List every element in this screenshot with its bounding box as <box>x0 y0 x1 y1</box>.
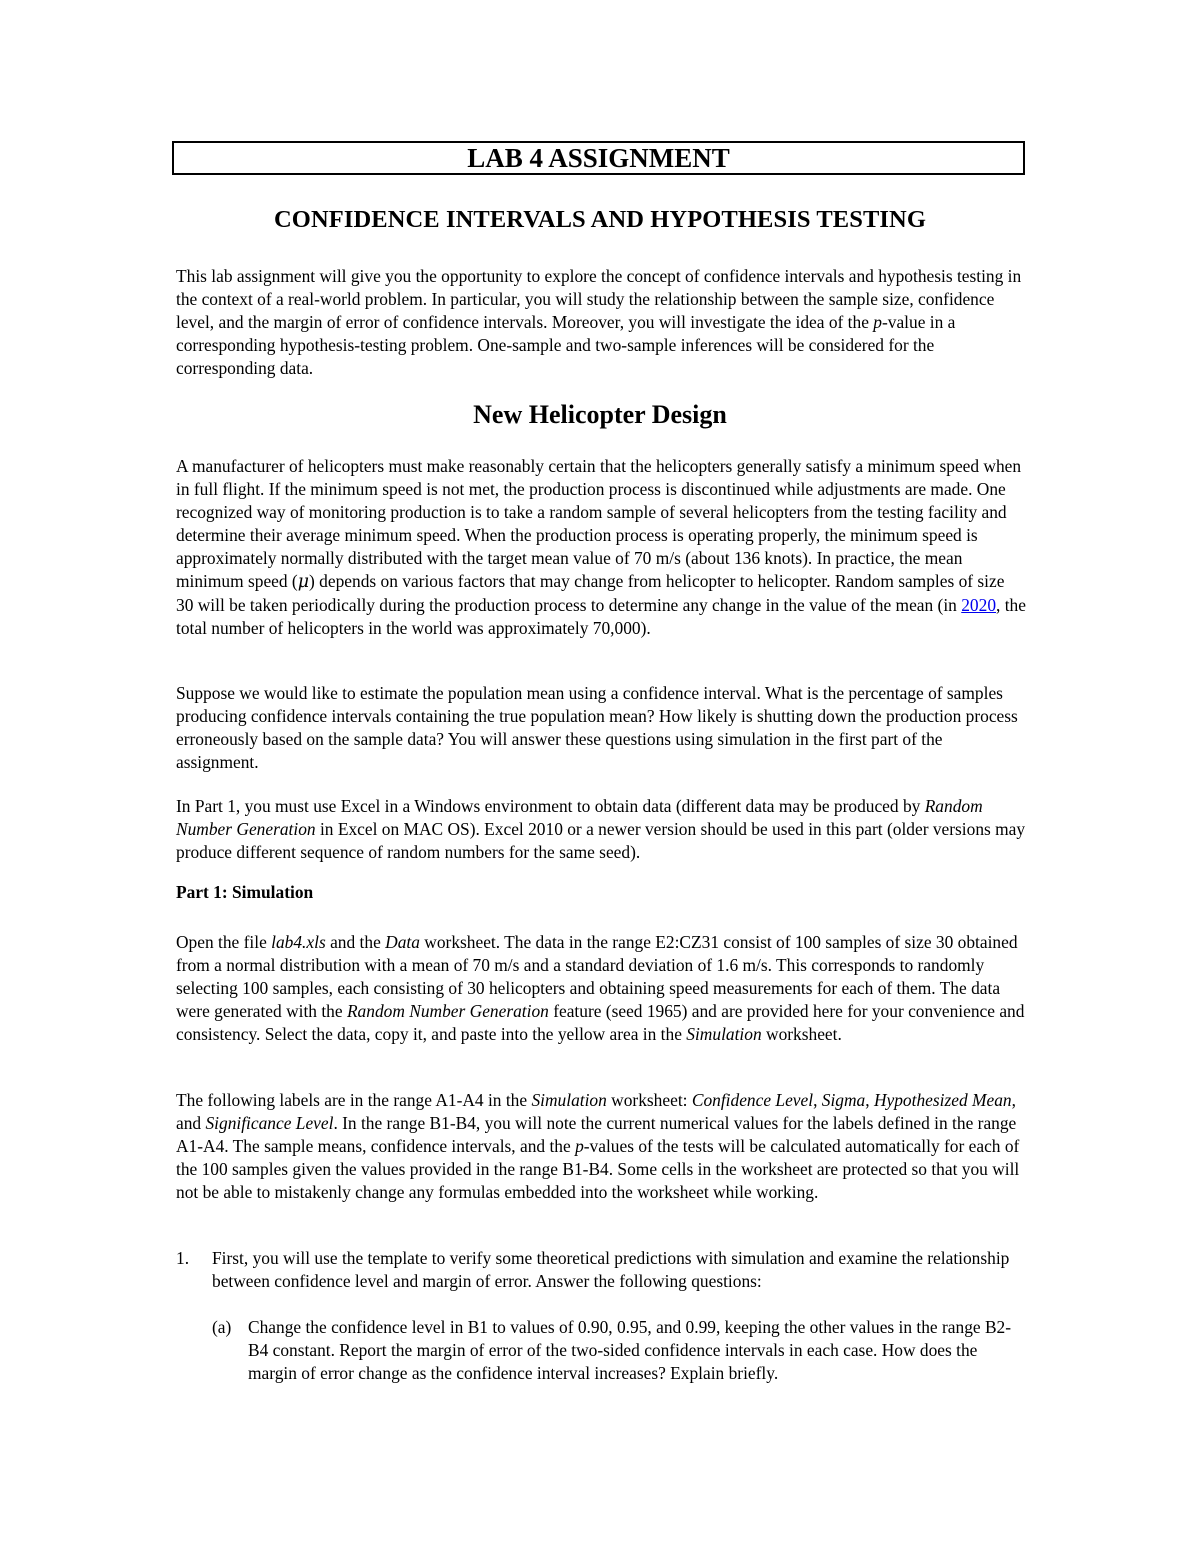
excel-note-paragraph: In Part 1, you must use Excel in a Windows environment to obtain data (different data may be produced by Random Number Generation in Excel on MAC OS). Excel 2010 or a newer version should be used in this part (older versions may produce different sequence of random numbers for the same seed). <box>176 796 1026 862</box>
link-2020[interactable]: 2020 <box>961 595 997 615</box>
question-1-text: First, you will use the template to verify some theoretical predictions with simulation and examine the relationship between confidence level and margin of error. Answer the following questions: <box>212 1248 1010 1291</box>
part1-heading: Part 1: Simulation <box>176 882 314 902</box>
section-title: New Helicopter Design <box>473 400 727 429</box>
question-1a-text: Change the confidence level in B1 to values of 0.90, 0.95, and 0.99, keeping the other values in the range B2-B4 constant. Report the margin of error of the two-sided confidence intervals in each case. How does the margin of error change as the confidence interval increases? Explain briefly. <box>248 1317 1012 1383</box>
open-file-paragraph: Open the file lab4.xls and the Data worksheet. The data in the range E2:CZ31 consist of 100 samples of size 30 obtained from a normal distribution with a mean of 70 m/s and a standard deviation of 1.6 m/s. This corresponds to randomly selecting 100 samples, each consisting of 30 helicopters and obtaining speed measurements for each of them. The data were generated with the Random Number Generation feature (seed 1965) and are provided here for your convenience and consistency. Select the data, copy it, and paste into the yellow area in the Simulation worksheet. <box>176 932 1025 1044</box>
estimate-paragraph: Suppose we would like to estimate the population mean using a confidence interval. What is the percentage of samples producing confidence intervals containing the true population mean? How likely is shutting down the production process erroneously based on the sample data? You will answer these questions using simulation in the first part of the assignment. <box>176 683 1018 772</box>
intro-paragraph: This lab assignment will give you the opportunity to explore the concept of confidence intervals and hypothesis testing in the context of a real-world problem. In particular, you will study the relationship between the sample size, confidence level, and the margin of error of confidence intervals. Moreover, you will investigate the idea of the p-value in a corresponding hypothesis-testing problem. One-sample and two-sample inferences will be considered for the corresponding data. <box>176 266 1022 378</box>
question-1a <box>212 1316 1026 1388</box>
file-name: lab4.xls <box>271 932 326 952</box>
main-title: CONFIDENCE INTERVALS AND HYPOTHESIS TESTING <box>274 206 926 233</box>
lab-title: LAB 4 ASSIGNMENT <box>467 142 730 173</box>
p-symbol: p <box>873 312 882 332</box>
question-1 <box>176 1247 1026 1297</box>
helicopter-paragraph: A manufacturer of helicopters must make reasonably certain that the helicopters generally satisfy a minimum speed when in full flight. If the minimum speed is not met, the production process is discontinued while adjustments are made. One recognized way of monitoring production is to take a random sample of several helicopters from the testing facility and determine their average minimum speed. When the production process is operating properly, the minimum speed is approximately normally distributed with the target mean value of 70 m/s (about 136 knots). In practice, the mean minimum speed (μ) depends on various factors that may change from helicopter to helicopter. Random samples of size 30 will be taken periodically during the production process to determine any change in the value of the mean (in 2020, the total number of helicopters in the world was approximately 70,000). <box>176 456 1026 638</box>
labels-paragraph: The following labels are in the range A1-A4 in the Simulation worksheet: Confidence Level, Sigma, Hypothesized Mean, and Significance Level. In the range B1-B4, you will note the current numerical values for the labels defined in the range A1-A4. The sample means, confidence intervals, and the p-values of the tests will be calculated automatically for each of the 100 samples given the values provided in the range B1-B4. Some cells in the worksheet are protected so that you will not be able to mistakenly change any formulas embedded into the worksheet while working. <box>176 1090 1020 1202</box>
question-1a-label: (a) <box>212 1317 232 1337</box>
question-1-number: 1. <box>176 1248 190 1268</box>
mu-symbol: μ <box>297 572 310 592</box>
lab-title-box <box>172 141 1025 175</box>
